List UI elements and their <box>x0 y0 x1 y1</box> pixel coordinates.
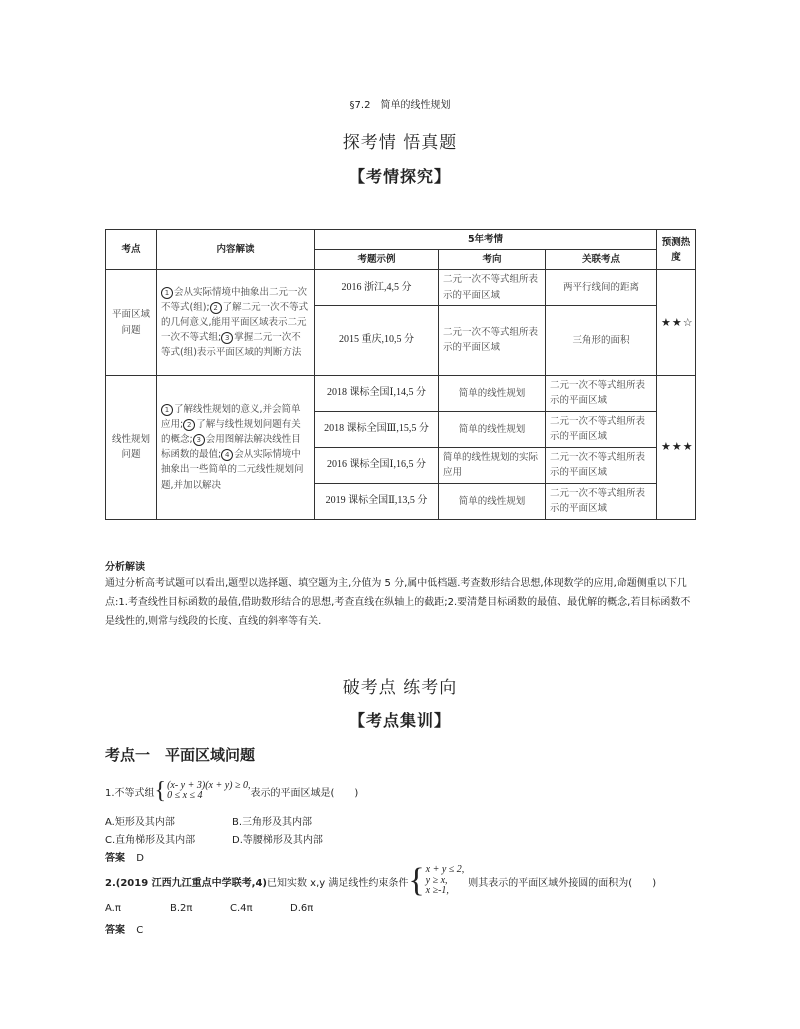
analysis-title: 分析解读 <box>105 562 145 573</box>
th-yuce: 预测热度 <box>657 230 696 270</box>
q2-line1: x + y ≤ 2, <box>425 864 465 876</box>
q1-answer-value: D <box>136 853 144 864</box>
related-cell: 二元一次不等式组所表示的平面区域 <box>546 483 657 519</box>
content-part: 掌握二元一次不等式(组)表示平面区域的判断方法 <box>161 332 302 359</box>
q2-suffix: 则其表示的平面区域外接圆的面积为( ) <box>468 877 657 889</box>
content-part: 了解与线性规划问题有关的概念; <box>161 418 301 446</box>
example-cell: 2016 浙江,4,5 分 <box>315 270 439 305</box>
content-part: 了解线性规划的意义,并会简单应用; <box>161 403 301 430</box>
heat-stars: ★★★ <box>657 375 696 519</box>
example-cell: 2016 课标全国Ⅰ,16,5 分 <box>315 447 439 483</box>
th-direction: 考向 <box>439 250 546 270</box>
q2-system <box>408 864 464 898</box>
example-cell: 2018 课标全国Ⅲ,15,5 分 <box>315 411 439 447</box>
example-cell: 2015 重庆,10,5 分 <box>315 305 439 375</box>
direction-cell: 简单的线性规划 <box>439 375 546 411</box>
bracket-kaoqingtanjiu: 【考情探究】 <box>348 167 451 186</box>
exam-table <box>105 229 696 520</box>
q1-system <box>155 779 251 803</box>
related-cell: 三角形的面积 <box>546 305 657 375</box>
circle-1-icon: 1 <box>161 404 173 416</box>
q2-optB: B.2π <box>170 903 193 914</box>
example-cell: 2018 课标全国Ⅰ,14,5 分 <box>315 375 439 411</box>
content-part: 会从实际情境中抽象出二元一次不等式(组); <box>161 286 308 313</box>
brace-icon: { <box>408 862 425 899</box>
q1-answer-row <box>105 849 144 864</box>
q1-answer-label: 答案 <box>105 853 125 864</box>
q2-text: 已知实数 x,y 满足线性约束条件 <box>266 877 409 889</box>
circle-1-icon: 1 <box>161 287 173 299</box>
q1-line2: 0 ≤ x ≤ 4 <box>167 790 203 801</box>
topic-cell: 平面区域问题 <box>106 270 157 375</box>
content-cell <box>157 270 315 375</box>
th-related: 关联考点 <box>546 250 657 270</box>
q2-answer-label: 答案 <box>105 925 125 936</box>
analysis-body: 通过分析高考试题可以看出,题型以选择题、填空题为主,分值为 5 分,属中低档题.考查数形结合思想,体现数学的应用,命题侧重以下几点:1.考查线性目标函数的最值,借助数形结合的思想,考查直线在纵轴上的截距;2.要清楚目标函数的最值、最优解的概念,若目标函数不是线性的,则常与线段的长度、直线的斜率等有关. <box>105 578 691 627</box>
q2-optD: D.6π <box>290 903 314 914</box>
q1-optA: A.矩形及其内部 <box>105 817 175 828</box>
section-title: §7.2 简单的线性规划 <box>349 100 451 111</box>
q2-optC: C.4π <box>230 903 253 914</box>
circle-2-icon: 2 <box>183 419 195 431</box>
related-cell: 二元一次不等式组所表示的平面区域 <box>546 447 657 483</box>
th-kaodian: 考点 <box>106 230 157 270</box>
heat-stars: ★★☆ <box>657 270 696 375</box>
content-part: 会用图解法解决线性目标函数的最值; <box>161 434 301 461</box>
q2-optA: A.π <box>105 903 121 914</box>
kaodian-title: 考点一 平面区域问题 <box>105 746 256 764</box>
direction-cell: 二元一次不等式组所表示的平面区域 <box>439 270 546 305</box>
heading-tankaoqing: 探考情 悟真题 <box>342 133 458 153</box>
content-part: 了解二元一次不等式的几何意义,能用平面区域表示二元一次不等式组; <box>161 301 309 344</box>
related-cell: 二元一次不等式组所表示的平面区域 <box>546 411 657 447</box>
question-1 <box>105 779 358 803</box>
content-cell <box>157 375 315 519</box>
q1-line1: (x- y + 3)(x + y) ≥ 0, <box>167 779 251 791</box>
related-cell: 两平行线间的距离 <box>546 270 657 305</box>
direction-cell: 简单的线性规划 <box>439 483 546 519</box>
q1-prefix: 1.不等式组 <box>105 787 155 799</box>
q1-optC: C.直角梯形及其内部 <box>105 835 196 846</box>
example-cell: 2019 课标全国Ⅱ,13,5 分 <box>315 483 439 519</box>
q2-answer-row <box>105 921 143 936</box>
q1-optB: B.三角形及其内部 <box>232 817 313 828</box>
topic-cell: 线性规划问题 <box>106 375 157 519</box>
q1-optD: D.等腰梯形及其内部 <box>232 835 323 846</box>
bracket-kaodianjixun: 【考点集训】 <box>348 711 451 730</box>
brace-icon: { <box>154 778 167 804</box>
circle-4-icon: 4 <box>221 449 233 461</box>
circle-3-icon: 3 <box>221 332 233 344</box>
circle-2-icon: 2 <box>210 302 222 314</box>
q1-suffix: 表示的平面区域是( ) <box>250 787 359 799</box>
direction-cell: 简单的线性规划的实际应用 <box>439 447 546 483</box>
content-part: 会从实际情境中抽象出一些简单的二元线性规划问题,并加以解决 <box>161 449 304 491</box>
th-5year: 5年考情 <box>315 230 657 250</box>
q2-line3: x ≥-1, <box>425 885 449 897</box>
th-neirong: 内容解读 <box>157 230 315 270</box>
q2-line2: y ≥ x, <box>425 874 448 886</box>
heading-pokaodian: 破考点 练考向 <box>342 678 458 698</box>
th-example: 考题示例 <box>315 250 439 270</box>
related-cell: 二元一次不等式组所表示的平面区域 <box>546 375 657 411</box>
question-2 <box>105 864 656 898</box>
direction-cell: 二元一次不等式组所表示的平面区域 <box>439 305 546 375</box>
q2-prefix: 2.(2019 江西九江重点中学联考,4) <box>105 877 267 889</box>
direction-cell: 简单的线性规划 <box>439 411 546 447</box>
circle-3-icon: 3 <box>193 434 205 446</box>
q2-answer-value: C <box>136 925 144 936</box>
